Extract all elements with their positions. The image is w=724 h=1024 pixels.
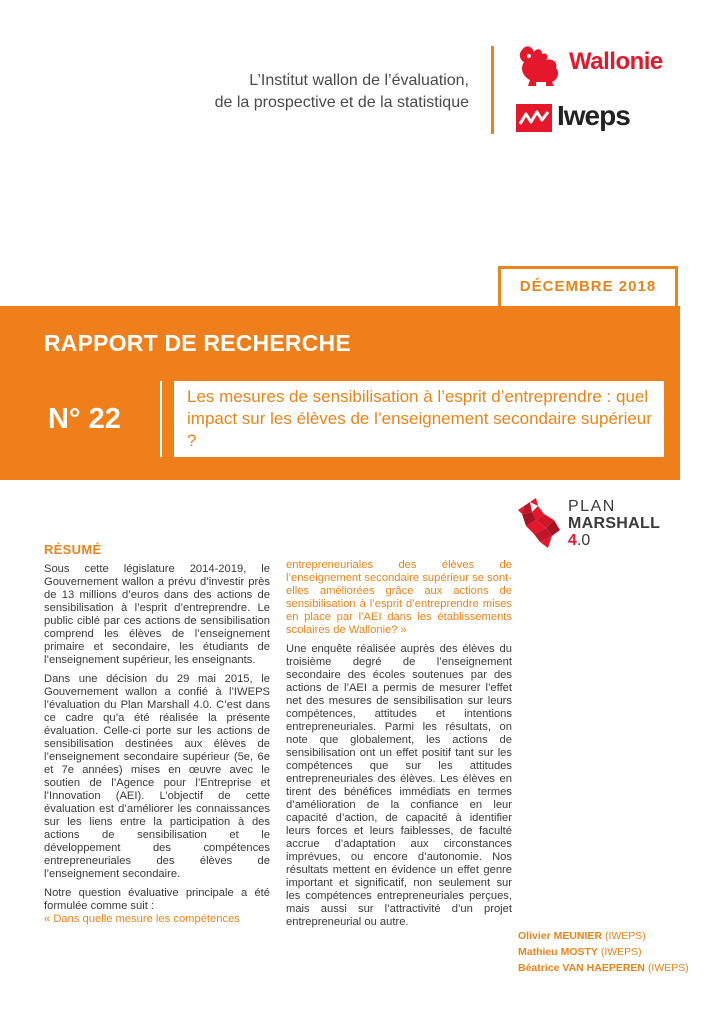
resume-paragraph: Sous cette législature 2014-2019, le Gouvernement wallon a prévu d’investir près de 13 millions d’euros dans des actions de sensibilisation à l’esprit d’entreprendre. Le public ciblé par ces actions de sensibilisation comprend les élèves de l’enseignement primaire et secondaire, les étudiants de l’enseignement supérieur, les enseignants. [44,563,270,666]
header-divider [491,46,494,134]
plan-marshall-rooster-icon [510,496,566,552]
resume-column-1 [44,563,270,932]
institute-line-1: L’Institut wallon de l’évaluation, [249,72,469,89]
iweps-logo-icon [516,104,552,132]
number-divider [160,381,162,457]
question-intro: Notre question évaluative principale a été formulée comme suit : [44,887,270,912]
author-item [518,944,718,960]
author-name: Mathieu MOSTY [518,946,598,958]
author-org: (IWEPS) [647,962,689,974]
plan-marshall-line-1: PLAN [568,498,616,515]
wallonie-logo-text: Wallonie [569,48,663,75]
question-quote-end: entrepreneuriales des élèves de l’enseignement secondaire supérieur se sont-elles améliorées grâce aux actions de sensibilisation à l’esprit d’entreprendre mises en place par l’AEI dans les établissements scolaires de Wallonie? » [286,559,512,636]
report-date: DÉCEMBRE 2018 [519,278,657,295]
institute-line-2: de la prospective et de la statistique [214,94,469,111]
version-major: 4 [568,532,577,549]
plan-marshall-version [568,532,590,550]
author-name: Olivier MEUNIER [518,930,603,942]
author-list [518,928,718,976]
institute-name [109,70,469,114]
resume-column-2 [286,559,512,935]
report-title: Les mesures de sensibilisation à l’esprit d’entreprendre : quel impact sur les élèves de l’enseignement secondaire supérieur ? [187,387,652,450]
author-org: (IWEPS) [600,946,642,958]
author-name: Béatrice VAN HAEPEREN [518,962,646,974]
report-number: N° 22 [48,403,121,435]
resume-paragraph: Une enquête réalisée auprès des élèves du troisième degré de l’enseignement secondaire des écoles soutenues par des actions de l’AEI a permis de mesurer l’effet net des mesures de sensibilisation sur leurs compétences, attitudes et intentions entrepreneuriales. Parmi les résultats, on note que globalement, les actions de sensibilisation ont un effet positif tant sur les compétences que sur les attitudes entrepreneuriales des élèves. Les élèves en tirent des bénéfices immédiats en termes d’amélioration de la confiance en leur capacité d’action, de capacité à identifier leurs forces et leurs faiblesses, de faculté accrue d’adaptation aux circonstances imprévues, ou encore d’autonomie. Nos résultats mettent en évidence un effet genre important et significatif, non seulement sur les compétences entrepreneuriales perçues, mais aussi sur l’attractivité d’un projet entrepreneurial ou autre. [286,643,512,928]
author-org: (IWEPS) [604,930,646,942]
resume-paragraph: Dans une décision du 29 mai 2015, le Gouvernement wallon a confié à l’IWEPS l’évaluation du Plan Marshall 4.0. C’est dans ce cadre qu’a été réalisée la présente évaluation. Celle-ci porte sur les actions de sensibilisation destinées aux élèves de l’enseignement secondaire supérieur (5e, 6e et 7e années) mises en œuvre avec le soutien de l’Agence pour l’Entreprise et l’Innovation (AEI). L’objectif de cette évaluation est d’améliorer les connaissances sur les liens entre la participation à des actions de sensibilisation et le développement des compétences entrepreneuriales des élèves de l’enseignement secondaire. [44,673,270,880]
author-item [518,928,718,944]
question-quote-start: « Dans quelle mesure les compétences [44,913,240,925]
version-minor: .0 [576,532,591,549]
plan-marshall-line-2: MARSHALL [568,515,661,532]
wallonie-rooster-icon [516,42,564,88]
iweps-logo-text: Iweps [557,100,630,131]
report-type: RAPPORT DE RECHERCHE [44,330,351,356]
resume-paragraph [44,887,270,926]
author-item [518,960,718,976]
resume-heading: RÉSUMÉ [44,542,102,557]
